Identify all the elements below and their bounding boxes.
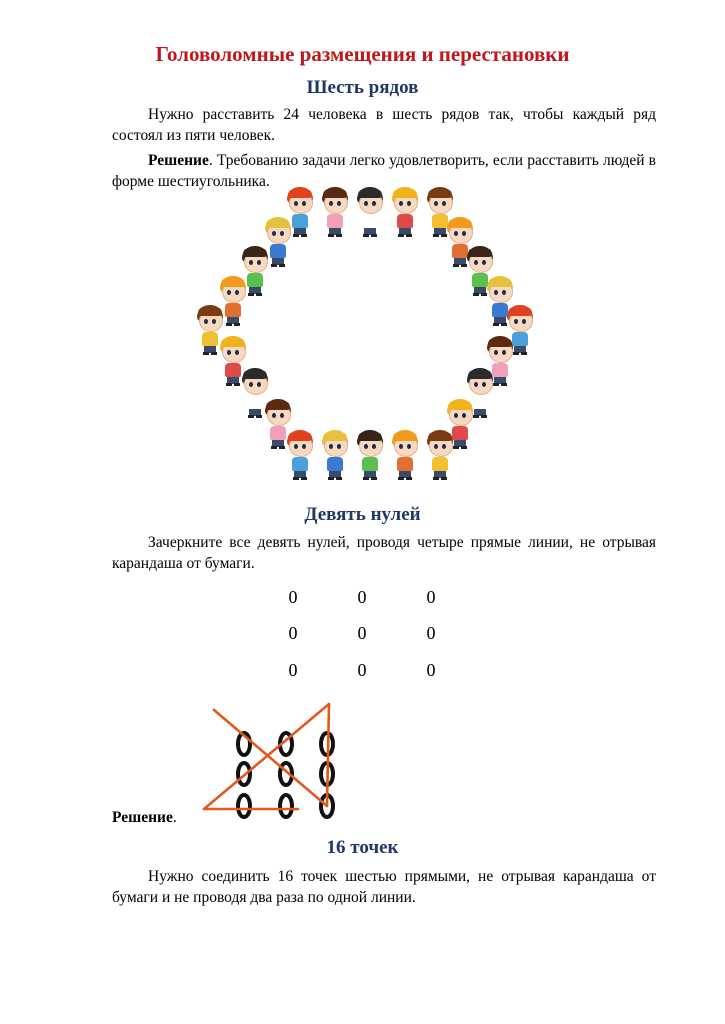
page-title: Головоломные размещения и перестановки bbox=[155, 42, 570, 66]
person-figure bbox=[388, 430, 422, 480]
section-heading-16-dots: 16 точек bbox=[326, 837, 399, 858]
person-figure bbox=[388, 187, 422, 237]
task-nine-zeros bbox=[112, 532, 656, 574]
section-heading-six-rows: Шесть рядов bbox=[306, 77, 419, 98]
zero-cell: 0 bbox=[357, 587, 367, 607]
solution-suffix: . bbox=[172, 809, 177, 826]
person-figure bbox=[318, 430, 352, 480]
zero-cell: 0 bbox=[288, 623, 298, 643]
task-16-dots bbox=[112, 866, 656, 908]
person-figure bbox=[353, 187, 387, 237]
person-figure bbox=[353, 430, 387, 480]
task-16-dots-text: Нужно соединить 16 точек шестью прямыми, не отрывая карандаша от бумаги и не проводя два раза по одной линии. bbox=[112, 868, 656, 906]
solution-nine-zeros bbox=[112, 809, 177, 827]
person-figure bbox=[318, 187, 352, 237]
solution-label: Решение bbox=[112, 809, 173, 826]
section-heading-nine-zeros: Девять нулей bbox=[304, 504, 421, 525]
person-figure bbox=[261, 217, 295, 267]
person-figure bbox=[423, 430, 457, 480]
zero-cell: 0 bbox=[426, 660, 436, 680]
solution-line bbox=[214, 710, 327, 806]
solution-zero-mark bbox=[238, 795, 250, 817]
solution-six-rows-text: . Требованию задачи легко удовлетворить, если расставить людей в форме шестиугольника. bbox=[112, 152, 656, 190]
solution-line bbox=[327, 704, 329, 806]
task-six-rows-text: Нужно расставить 24 человека в шесть рядов так, чтобы каждый ряд состоял из пяти человек. bbox=[112, 106, 656, 144]
zero-cell: 0 bbox=[426, 623, 436, 643]
task-nine-zeros-text: Зачеркните все девять нулей, проводя четыре прямые линии, не отрывая карандаша от бумаги. bbox=[112, 534, 656, 572]
solution-label: Решение bbox=[148, 152, 209, 169]
zero-cell: 0 bbox=[357, 623, 367, 643]
zero-cell: 0 bbox=[288, 660, 298, 680]
zero-cell: 0 bbox=[357, 660, 367, 680]
solution-zero-mark bbox=[280, 795, 292, 817]
zero-cell: 0 bbox=[288, 587, 298, 607]
nine-zeros-solution-diagram bbox=[196, 696, 344, 826]
zero-cell: 0 bbox=[426, 587, 436, 607]
solution-lines bbox=[204, 704, 329, 809]
solution-zeros bbox=[238, 733, 333, 817]
